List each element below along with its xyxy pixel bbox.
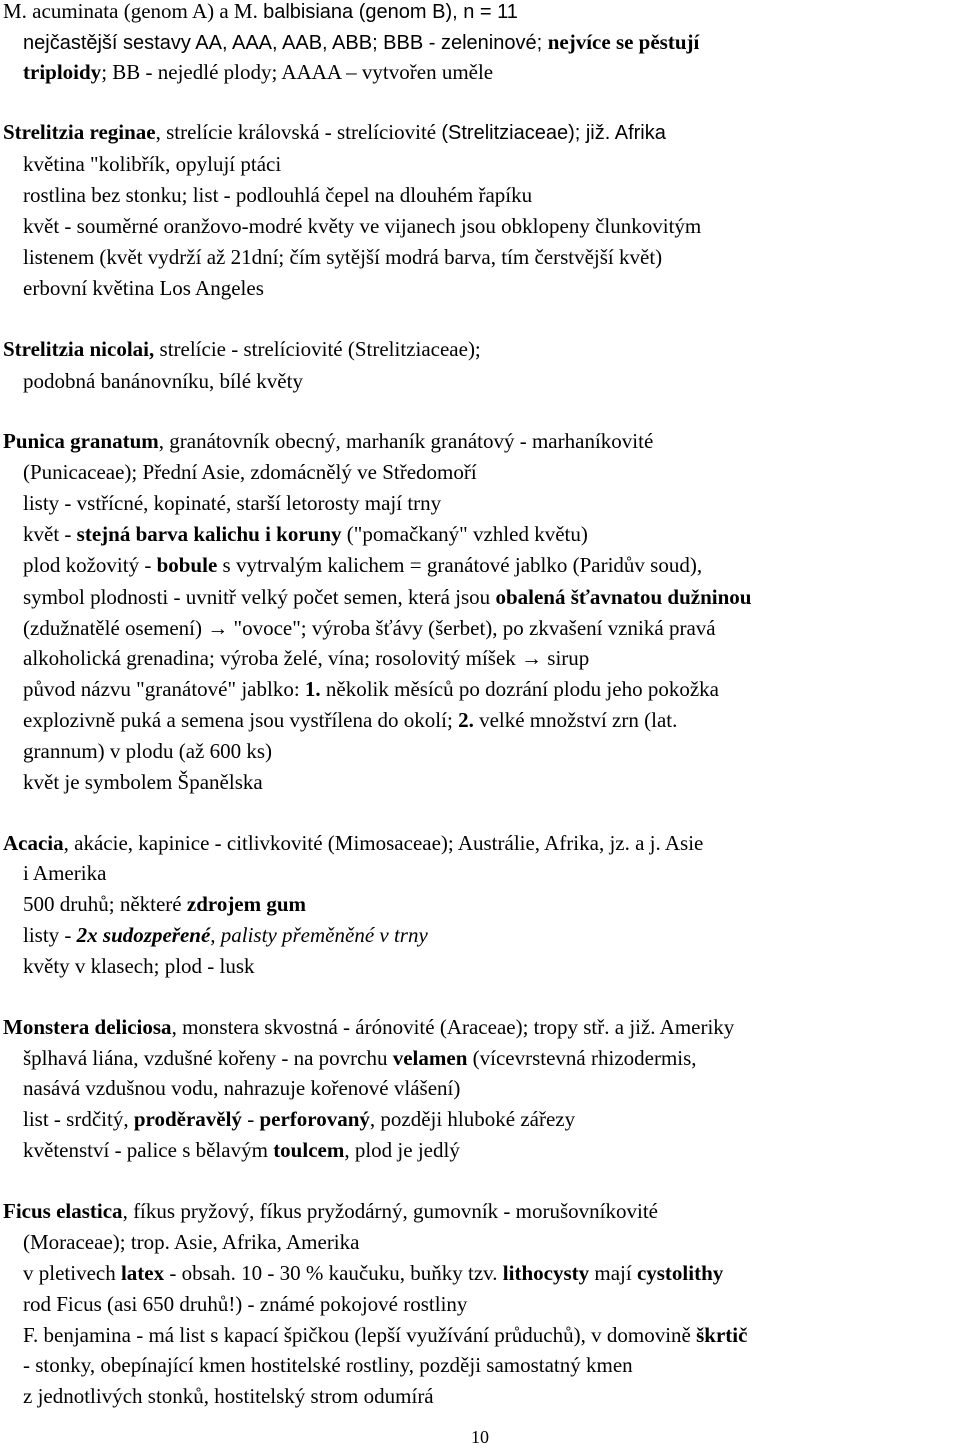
- monstera-line: nasává vzdušnou vodu, nahrazuje kořenové vlášení): [23, 1076, 461, 1100]
- text: s vytrvalým kalichem = granátové jablko (Paridův soud),: [217, 553, 703, 577]
- bold-text: škrtič: [696, 1323, 748, 1347]
- monstera-line: [23, 1135, 460, 1165]
- punica-line: [23, 550, 702, 580]
- text: , strelície královská - strelíciovité: [155, 120, 442, 144]
- bold-text: triploidy: [23, 60, 102, 84]
- strelitzia-reginae-heading: [3, 117, 666, 147]
- bold-italic-text: 2x sudozpeřené: [76, 923, 211, 947]
- bold-text: bobule: [156, 553, 218, 577]
- ficus-line: rod Ficus (asi 650 druhů!) - známé pokojové rostliny: [23, 1292, 468, 1316]
- strelitzia-reginae-line: květina "kolibřík, opylují ptáci: [23, 152, 282, 176]
- ficus-heading: [3, 1196, 658, 1226]
- bold-text: proděravělý: [133, 1107, 242, 1131]
- punica-line: (zdužnatělé osemení) → "ovoce"; výroba šťávy (šerbet), po zkvašení vzniká pravá: [23, 616, 716, 640]
- intro-line-2: [23, 27, 699, 57]
- intro-line-3: [23, 57, 493, 87]
- acacia-line: květy v klasech; plod - lusk: [23, 954, 255, 978]
- text: nejčastější sestavy AA, AAA, AAB, ABB; BBB - zeleninové;: [23, 32, 548, 54]
- text: (vícevrstevná rhizodermis,: [467, 1046, 697, 1070]
- text: plod kožovitý -: [23, 553, 157, 577]
- bold-text: 1.: [304, 677, 321, 701]
- italic-text: , palisty přeměněné v trny: [210, 923, 428, 947]
- acacia-line: i Amerika: [23, 861, 107, 885]
- bold-text: obalená šťavnatou dužninou: [495, 585, 752, 609]
- text: -: [241, 1107, 260, 1131]
- text: balbisiana (genom B), n = 11: [263, 1, 518, 23]
- bold-text: velamen: [392, 1046, 468, 1070]
- text: , akácie, kapinice - citlivkovité (Mimosaceae); Austrálie, Afrika, jz. a j. Asie: [63, 831, 704, 855]
- text: strelície - strelíciovité (Strelitziaceae);: [154, 337, 481, 361]
- text: listy -: [23, 923, 77, 947]
- ficus-line: - stonky, obepínající kmen hostitelské rostliny, později samostatný kmen: [23, 1353, 633, 1377]
- acacia-heading: [3, 828, 703, 858]
- punica-line: (Punicaceae); Přední Asie, zdomácnělý ve Středomoří: [23, 460, 477, 484]
- strelitzia-reginae-line: listenem (květ vydrží až 21dní; čím sytější modrá barva, tím čerstvější květ): [23, 245, 663, 269]
- punica-heading: [3, 426, 653, 456]
- punica-line: [23, 582, 751, 612]
- text: velké množství zrn (lat.: [473, 708, 678, 732]
- text: 500 druhů; některé: [23, 892, 187, 916]
- ficus-line: z jednotlivých stonků, hostitelský strom odumírá: [23, 1384, 434, 1408]
- text: list - srdčitý,: [23, 1107, 134, 1131]
- acacia-line: [23, 889, 306, 919]
- punica-line: [23, 705, 677, 735]
- page-number: 10: [471, 1427, 489, 1447]
- monstera-line: [23, 1104, 575, 1134]
- text: (Strelitziaceae); již. Afrika: [441, 122, 666, 144]
- monstera-heading: [3, 1012, 734, 1042]
- text: F. benjamina - má list s kapací špičkou (lepší využívání průduchů), v domovině: [23, 1323, 697, 1347]
- text: ; BB - nejedlé plody; AAAA – vytvořen uměle: [101, 60, 494, 84]
- species-name: Acacia: [3, 831, 64, 855]
- punica-line: [23, 519, 588, 549]
- species-name: Strelitzia reginae: [3, 120, 156, 144]
- punica-line: [23, 674, 719, 704]
- ficus-line: (Moraceae); trop. Asie, Afrika, Amerika: [23, 1230, 360, 1254]
- bold-text: latex: [120, 1261, 165, 1285]
- bold-text: cystolithy: [636, 1261, 724, 1285]
- strelitzia-reginae-line: erbovní květina Los Angeles: [23, 276, 264, 300]
- text: květ -: [23, 522, 77, 546]
- bold-text: zdrojem gum: [186, 892, 307, 916]
- bold-text: 2.: [458, 708, 474, 732]
- bold-text: lithocysty: [502, 1261, 590, 1285]
- text: mají: [589, 1261, 637, 1285]
- strelitzia-nicolai-heading: [3, 334, 481, 364]
- bold-text: perforovaný: [259, 1107, 370, 1131]
- text: , později hluboké zářezy: [369, 1107, 576, 1131]
- text: květenství - palice s bělavým: [23, 1138, 274, 1162]
- acacia-line: [23, 920, 428, 950]
- bold-text: nejvíce se pěstují: [547, 30, 700, 54]
- ficus-line: [23, 1258, 723, 1288]
- text: ("pomačkaný" vzhled květu): [341, 522, 588, 546]
- text: , granátovník obecný, marhaník granátový - marhaníkovité: [158, 429, 654, 453]
- text: M. acuminata (genom A) a M.: [3, 0, 264, 23]
- punica-line: listy - vstřícné, kopinaté, starší letorosty mají trny: [23, 491, 442, 515]
- strelitzia-reginae-line: rostlina bez stonku; list - podlouhlá čepel na dlouhém řapíku: [23, 183, 533, 207]
- punica-line: grannum) v plodu (až 600 ks): [23, 739, 273, 763]
- text: šplhavá liána, vzdušné kořeny - na povrchu: [23, 1046, 393, 1070]
- species-name: Punica granatum: [3, 429, 159, 453]
- text: v pletivech: [23, 1261, 121, 1285]
- punica-line: alkoholická grenadina; výroba želé, vína; rosolovitý míšek → sirup: [23, 646, 590, 670]
- monstera-line: [23, 1043, 697, 1073]
- text: symbol plodnosti - uvnitř velký počet semen, která jsou: [23, 585, 496, 609]
- bold-text: stejná barva kalichu i koruny: [76, 522, 342, 546]
- punica-line: květ je symbolem Španělska: [23, 770, 263, 794]
- text: , fíkus pryžový, fíkus pryžodárný, gumovník - morušovníkovité: [122, 1199, 658, 1223]
- species-name: Strelitzia nicolai,: [3, 337, 155, 361]
- species-name: Monstera deliciosa: [3, 1015, 172, 1039]
- bold-text: toulcem: [273, 1138, 345, 1162]
- species-name: Ficus elastica: [3, 1199, 123, 1223]
- text: původ názvu "granátové" jablko:: [23, 677, 305, 701]
- text: - obsah. 10 - 30 % kaučuku, buňky tzv.: [164, 1261, 503, 1285]
- text: několik měsíců po dozrání plodu jeho pokožka: [320, 677, 719, 701]
- ficus-line: [23, 1320, 747, 1350]
- intro-line-1: [3, 0, 518, 26]
- text: , plod je jedlý: [344, 1138, 460, 1162]
- text: , monstera skvostná - árónovité (Araceae); tropy stř. a již. Ameriky: [171, 1015, 735, 1039]
- strelitzia-nicolai-line: podobná banánovníku, bílé květy: [23, 369, 303, 393]
- text: explozivně puká a semena jsou vystřílena do okolí;: [23, 708, 459, 732]
- strelitzia-reginae-line: květ - souměrné oranžovo-modré květy ve vijanech jsou obklopeny člunkovitým: [23, 214, 702, 238]
